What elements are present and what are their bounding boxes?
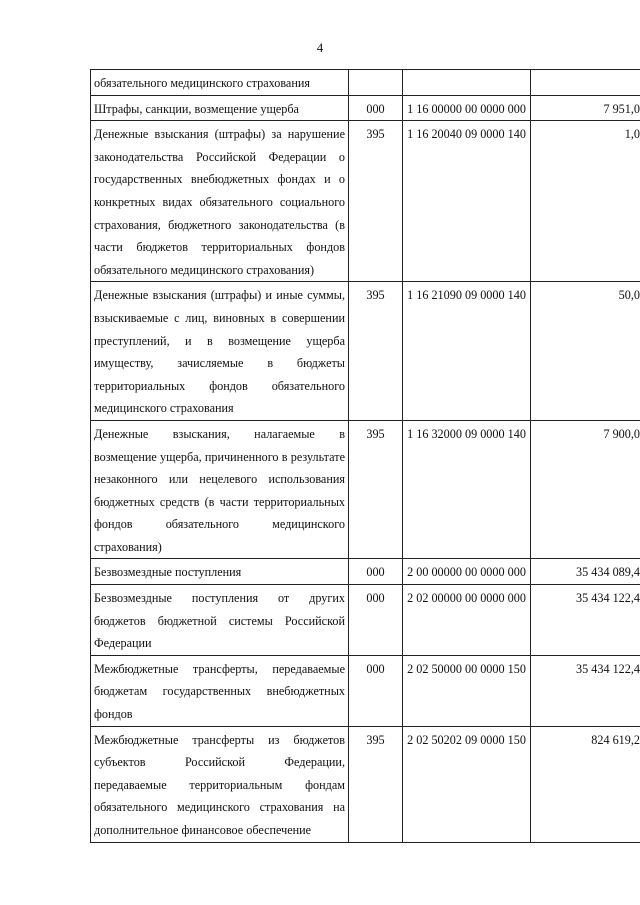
revenue-name-cell: Штрафы, санкции, возмещение ущерба bbox=[91, 95, 349, 121]
table-row bbox=[91, 95, 640, 121]
admin-code-cell: 395 bbox=[349, 121, 403, 282]
table-row bbox=[91, 70, 640, 96]
admin-code-cell: 000 bbox=[349, 95, 403, 121]
amount-cell: 35 434 089,4 bbox=[531, 559, 640, 585]
admin-code-cell: 395 bbox=[349, 282, 403, 421]
budget-code-cell: 1 16 00000 00 0000 000 bbox=[403, 95, 531, 121]
amount-cell: 1,0 bbox=[531, 121, 640, 282]
table-row bbox=[91, 282, 640, 421]
budget-code-cell: 2 00 00000 00 0000 000 bbox=[403, 559, 531, 585]
table-row bbox=[91, 726, 640, 842]
budget-revenue-table bbox=[90, 69, 640, 843]
amount-cell: 7 900,0 bbox=[531, 420, 640, 559]
table-row bbox=[91, 585, 640, 656]
budget-code-cell: 2 02 00000 00 0000 000 bbox=[403, 585, 531, 656]
revenue-name-cell: Денежные взыскания, налагаемые в возмещение ущерба, причиненного в результате незаконного или нецелевого использования бюджетных средств (в части территориальных фондов обязательного медицинского страхования) bbox=[91, 420, 349, 559]
budget-code-cell: 1 16 20040 09 0000 140 bbox=[403, 121, 531, 282]
amount-cell: 7 951,0 bbox=[531, 95, 640, 121]
budget-code-cell: 2 02 50000 00 0000 150 bbox=[403, 655, 531, 726]
budget-code-cell: 1 16 32000 09 0000 140 bbox=[403, 420, 531, 559]
table-row bbox=[91, 559, 640, 585]
admin-code-cell bbox=[349, 70, 403, 96]
table-row bbox=[91, 121, 640, 282]
amount-cell: 824 619,2 bbox=[531, 726, 640, 842]
admin-code-cell: 395 bbox=[349, 420, 403, 559]
admin-code-cell: 000 bbox=[349, 585, 403, 656]
budget-code-cell: 1 16 21090 09 0000 140 bbox=[403, 282, 531, 421]
admin-code-cell: 395 bbox=[349, 726, 403, 842]
page-number: 4 bbox=[316, 40, 324, 55]
table-row bbox=[91, 420, 640, 559]
revenue-name-cell: Денежные взыскания (штрафы) и иные суммы, взыскиваемые с лиц, виновных в совершении преступлений, и в возмещение ущерба имуществу, зачисляемые в бюджеты территориальных фондов обязательного медицинского страхования bbox=[91, 282, 349, 421]
revenue-name-cell: обязательного медицинского страхования bbox=[91, 70, 349, 96]
table-row bbox=[91, 655, 640, 726]
amount-cell: 35 434 122,4 bbox=[531, 655, 640, 726]
admin-code-cell: 000 bbox=[349, 655, 403, 726]
budget-code-cell bbox=[403, 70, 531, 96]
revenue-name-cell: Межбюджетные трансферты, передаваемые бюджетам государственных внебюджетных фондов bbox=[91, 655, 349, 726]
revenue-name-cell: Денежные взыскания (штрафы) за нарушение законодательства Российской Федерации о государственных внебюджетных фондах и о конкретных видах обязательного социального страхования, бюджетного законодательства (в части бюджетов территориальных фондов обязательного медицинского страхования) bbox=[91, 121, 349, 282]
revenue-name-cell: Безвозмездные поступления bbox=[91, 559, 349, 585]
amount-cell: 35 434 122,4 bbox=[531, 585, 640, 656]
amount-cell bbox=[531, 70, 640, 96]
budget-code-cell: 2 02 50202 09 0000 150 bbox=[403, 726, 531, 842]
admin-code-cell: 000 bbox=[349, 559, 403, 585]
revenue-name-cell: Безвозмездные поступления от других бюджетов бюджетной системы Российской Федерации bbox=[91, 585, 349, 656]
amount-cell: 50,0 bbox=[531, 282, 640, 421]
table-body bbox=[91, 70, 640, 843]
revenue-name-cell: Межбюджетные трансферты из бюджетов субъектов Российской Федерации, передаваемые территориальным фондам обязательного медицинского страхования на дополнительное финансовое обеспечение bbox=[91, 726, 349, 842]
